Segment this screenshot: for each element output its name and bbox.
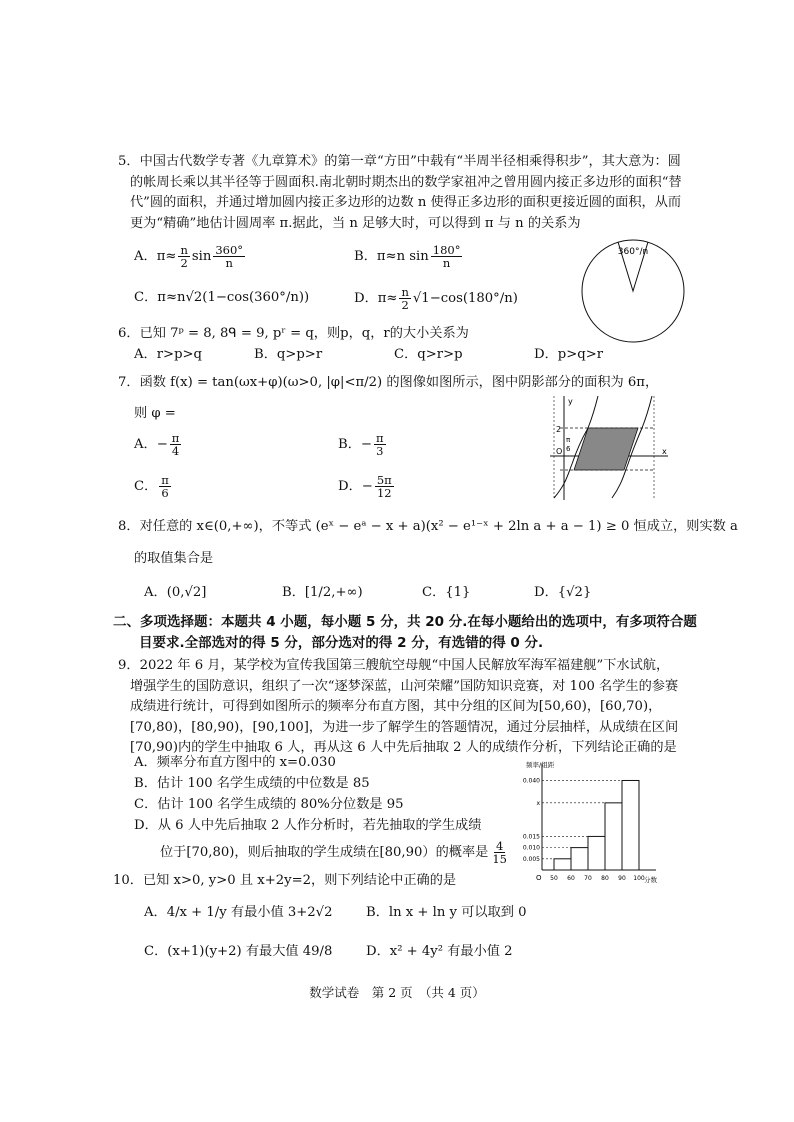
hist-ytick-3: 0.010 bbox=[522, 844, 540, 852]
q5-stem-text: 5．中国古代数学专著《九章算术》的第一章“方田”中载有“半周半径相乘得积步”，其大意为：圆的帐周长乘以其半径等于圆面积.南北朝时期杰出的数学家祖冲之曾用圆内接正多边形的面积“替代”圆的面积，并通过增加圆内接正多边形的边数 n 使得正多边形的面积更接近圆的面积，从而更为“精确”地估计圆周率 π.据此，当 n 足够大时，可以得到 π 与 n 的关系为 bbox=[118, 154, 682, 231]
q7-option-a: A．− $\frac{\pi}{4}$ bbox=[134, 431, 180, 458]
hist-ytick-4: 0.005 bbox=[522, 855, 540, 863]
q7-x-label: x bbox=[662, 447, 667, 456]
q9-histogram bbox=[512, 760, 662, 885]
q5-option-c: C．π≈n√2(1−cos(360°/n)) bbox=[134, 290, 310, 305]
q5-angle-label: 360°/n bbox=[617, 247, 649, 257]
q5-circle-figure bbox=[578, 236, 688, 346]
hist-xtick-4: 90 bbox=[618, 875, 626, 882]
q7-option-b: B．− $\frac{\pi}{3}$ bbox=[338, 431, 384, 458]
q7-stem: 7．函数 f(x) = tan(ωx+φ)(ω>0, |φ|<π/2) 的图像如图所示，图中阴影部分的面积为 6π， bbox=[118, 375, 659, 390]
hist-xtick-3: 80 bbox=[601, 875, 609, 882]
hist-bar-0 bbox=[554, 859, 571, 870]
q5-option-d: D．π≈ $\frac{n}{2}$ √1−cos(180°/n) bbox=[354, 285, 518, 312]
hist-xtick-2: 70 bbox=[584, 875, 592, 882]
hist-xtick-1: 60 bbox=[567, 875, 575, 882]
q6-stem: 6．已知 7ᵖ = 8, 8ᑫ = 9, pʳ = q，则p，q，r的大小关系为 bbox=[118, 326, 469, 341]
q7-tan-graph bbox=[546, 394, 670, 502]
q7-origin: O bbox=[556, 447, 563, 456]
q8-option-c: C．{1} bbox=[422, 585, 471, 600]
q5-option-a: A．π≈ $\frac{n}{2}$ sin $\frac{360^\circ}{n}$ bbox=[134, 243, 244, 270]
hist-origin: O bbox=[536, 874, 542, 882]
q8-stem2: 的取值集合是 bbox=[134, 551, 214, 566]
q7-y-label: y bbox=[568, 397, 573, 406]
q9-option-b: B．估计 100 名学生成绩的中位数是 85 bbox=[134, 776, 370, 791]
hist-ytick-2: 0.015 bbox=[522, 833, 540, 841]
hist-xlabel: 分数 bbox=[644, 876, 657, 884]
q9-option-d: D．从 6 人中先后抽取 2 人作分析时，若先抽取的学生成绩 bbox=[134, 818, 482, 833]
q5-stem bbox=[118, 152, 694, 234]
q8-option-b: B．[1/2,+∞) bbox=[282, 585, 363, 600]
hist-xtick-0: 50 bbox=[550, 875, 558, 882]
q7-stem2: 则 φ = bbox=[134, 406, 176, 421]
q8-option-a: A．(0,√2] bbox=[144, 585, 207, 600]
hist-ytick-0: 0.040 bbox=[522, 777, 540, 785]
q9-option-a: A．频率分布直方图中的 x=0.030 bbox=[134, 755, 336, 770]
page-footer: 数学试卷 第 2 页 （共 4 页） bbox=[309, 985, 485, 1000]
q10-option-d: D．x² + 4y² 有最小值 2 bbox=[366, 944, 513, 959]
q7-tick-2: 2 bbox=[556, 425, 562, 434]
q6-option-b: B．q>p>r bbox=[254, 347, 323, 362]
q9-option-c: C．估计 100 名学生成绩的 80%分位数是 95 bbox=[134, 797, 404, 812]
section2-heading: 二、多项选择题：本题共 4 小题，每小题 5 分，共 20 分.在每小题给出的选项中，有多项符合题目要求.全部选对的得 5 分，部分选对的得 2 分，有选错的得 0 分. bbox=[113, 614, 697, 651]
q7-option-d: D．− $\frac{5\pi}{12}$ bbox=[338, 473, 392, 500]
hist-ytick-1: x bbox=[536, 799, 540, 807]
q7-tick-6: 6 bbox=[566, 445, 571, 453]
q10-stem: 10．已知 x>0, y>0 且 x+2y=2，则下列结论中正确的是 bbox=[113, 873, 457, 888]
q8-stem: 8．对任意的 x∈(0,+∞)，不等式 (eˣ − eᵃ − x + a)(x² − e¹⁻ˣ + 2ln a + a − 1) ≥ 0 恒成立，则实数 a bbox=[118, 519, 738, 534]
q8-option-d: D．{√2} bbox=[534, 585, 592, 600]
hist-bar-1 bbox=[571, 848, 588, 870]
hist-bar-3 bbox=[605, 803, 622, 870]
q9-stem: 9．2022 年 6 月，某学校为宣传我国第三艘航空母舰“中国人民解放军海军福建舰”下水试航，增强学生的国防意识，组织了一次“逐梦深蓝，山河荣耀”国防知识竞赛，对 100 名学生的参赛成绩进行统计，可得到如图所示的频率分布直方图，其中分组的区间为[50,60)，[60,70)，[70,80)，[80,90)，[90,100]，为进一步了解学生的答题情况，通过分层抽样，从成绩在区间[70,90)内的学生中抽取 6 人，再从这 6 人中先后抽取 2 人的成绩作分析，下列结论正确的是 bbox=[118, 658, 679, 755]
q7-option-c: C． $\frac{\pi}{6}$ bbox=[134, 473, 169, 500]
hist-bar-4 bbox=[622, 780, 639, 870]
hist-bar-2 bbox=[588, 836, 605, 870]
q10-option-c: C．(x+1)(y+2) 有最大值 49/8 bbox=[144, 944, 333, 959]
q6-option-d: D．p>q>r bbox=[534, 347, 604, 362]
hist-xtick-5: 100 bbox=[633, 875, 645, 882]
q9-option-d-cont: 位于[70,80)，则后抽取的学生成绩在[80,90）的概率是 $\frac{4}{15}$ bbox=[160, 839, 507, 866]
q10-option-a: A．4/x + 1/y 有最小值 3+2√2 bbox=[144, 905, 333, 920]
q10-option-b: B．ln x + ln y 可以取到 0 bbox=[366, 905, 527, 920]
q6-option-c: C．q>r>p bbox=[394, 347, 463, 362]
q6-option-a: A．r>p>q bbox=[134, 347, 202, 362]
q5-option-b: B．π≈n sin $\frac{180^\circ}{n}$ bbox=[354, 243, 461, 270]
hist-ylabel: 频率/组距 bbox=[526, 761, 555, 769]
q7-tick-pi: π bbox=[566, 436, 571, 444]
